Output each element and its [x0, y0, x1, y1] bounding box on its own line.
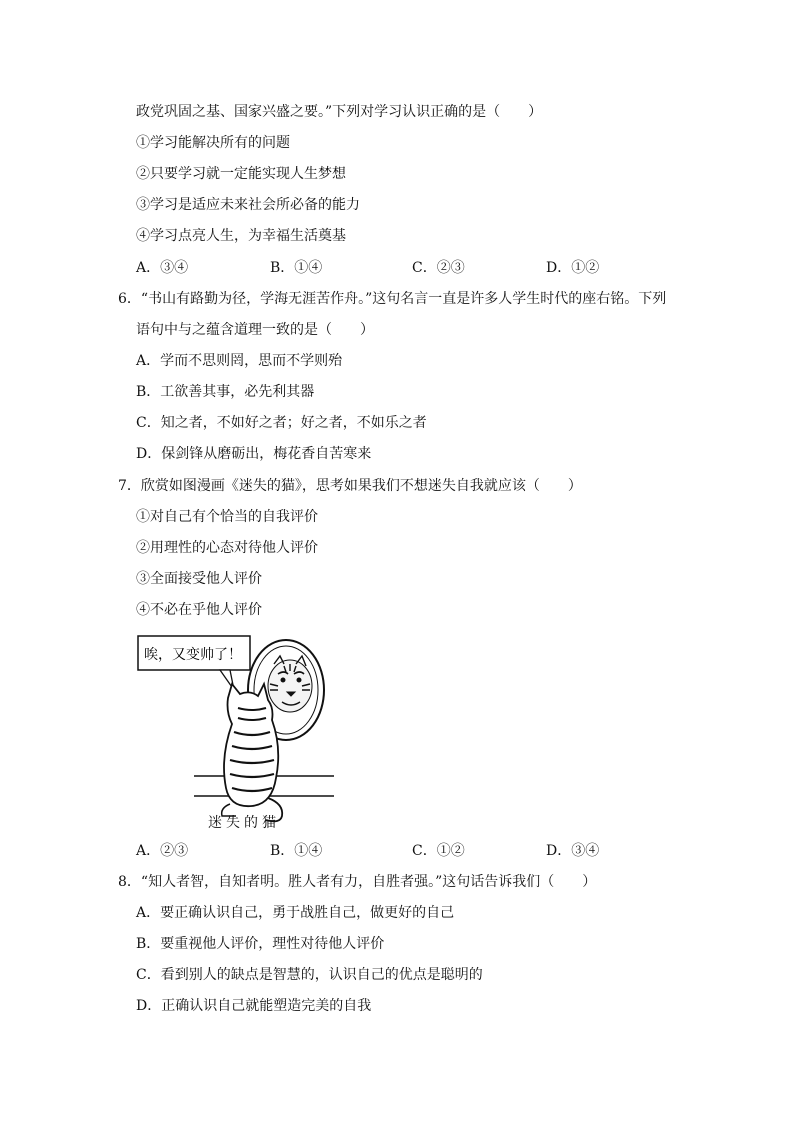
q7-item-1: ①对自己有个恰当的自我评价 — [136, 509, 318, 525]
q8-option-b[interactable]: B．要重视他人评价，理性对待他人评价 — [136, 936, 385, 952]
q6-option-c[interactable]: C．知之者，不如好之者；好之者，不如乐之者 — [136, 415, 427, 431]
q5-item-3: ③学习是适应未来社会所必备的能力 — [136, 197, 360, 213]
q8-stem: 8．“知人者智，自知者明。胜人者有力，自胜者强。”这句话告诉我们（ ） — [118, 874, 597, 890]
q8-option-a[interactable]: A．要正确认识自己，勇于战胜自己，做更好的自己 — [136, 905, 455, 921]
q7-item-3: ③全面接受他人评价 — [136, 571, 262, 587]
cartoon-caption: 迷失的猫 — [208, 815, 280, 831]
q5-item-1: ①学习能解决所有的问题 — [136, 135, 290, 151]
q5-item-4: ④学习点亮人生，为幸福生活奠基 — [136, 228, 346, 244]
q5-option-a[interactable]: A．③④ — [136, 260, 189, 276]
q7-option-a[interactable]: A．②③ — [136, 843, 189, 859]
q7-option-b[interactable]: B．①④ — [270, 843, 323, 859]
q8-option-c[interactable]: C．看到别人的缺点是智慧的，认识自己的优点是聪明的 — [136, 967, 483, 983]
q6-stem-line-1: 6．“书山有路勤为径，学海无涯苦作舟。”这句名言一直是许多人学生时代的座右铭。下列 — [118, 291, 667, 307]
q5-option-c[interactable]: C．②③ — [412, 260, 465, 276]
q7-stem: 7．欣赏如图漫画《迷失的猫》，思考如果我们不想迷失自我就应该（ ） — [118, 478, 582, 494]
q7-option-d[interactable]: D．③④ — [546, 843, 600, 859]
speech-bubble-text: 唉，又变帅了！ — [144, 647, 242, 663]
q5-item-2: ②只要学习就一定能实现人生梦想 — [136, 166, 346, 182]
q6-option-a[interactable]: A．学而不思则罔，思而不学则殆 — [136, 353, 343, 369]
q5-option-d[interactable]: D．①② — [546, 260, 600, 276]
q5-option-b[interactable]: B．①④ — [270, 260, 323, 276]
q6-stem-line-2: 语句中与之蕴含道理一致的是（ ） — [136, 322, 374, 338]
q6-option-d[interactable]: D．保剑锋从磨砺出，梅花香自苦寒来 — [136, 446, 372, 462]
q7-option-c[interactable]: C．①② — [412, 843, 465, 859]
q8-option-d[interactable]: D．正确认识自己就能塑造完美的自我 — [136, 998, 372, 1014]
lost-cat-cartoon — [134, 628, 354, 838]
q7-item-4: ④不必在乎他人评价 — [136, 602, 262, 618]
q6-option-b[interactable]: B．工欲善其事，必先利其器 — [136, 384, 315, 400]
q5-stem-continuation: 政党巩固之基、国家兴盛之要。”下列对学习认识正确的是（ ） — [136, 104, 543, 120]
q7-item-2: ②用理性的心态对待他人评价 — [136, 540, 318, 556]
